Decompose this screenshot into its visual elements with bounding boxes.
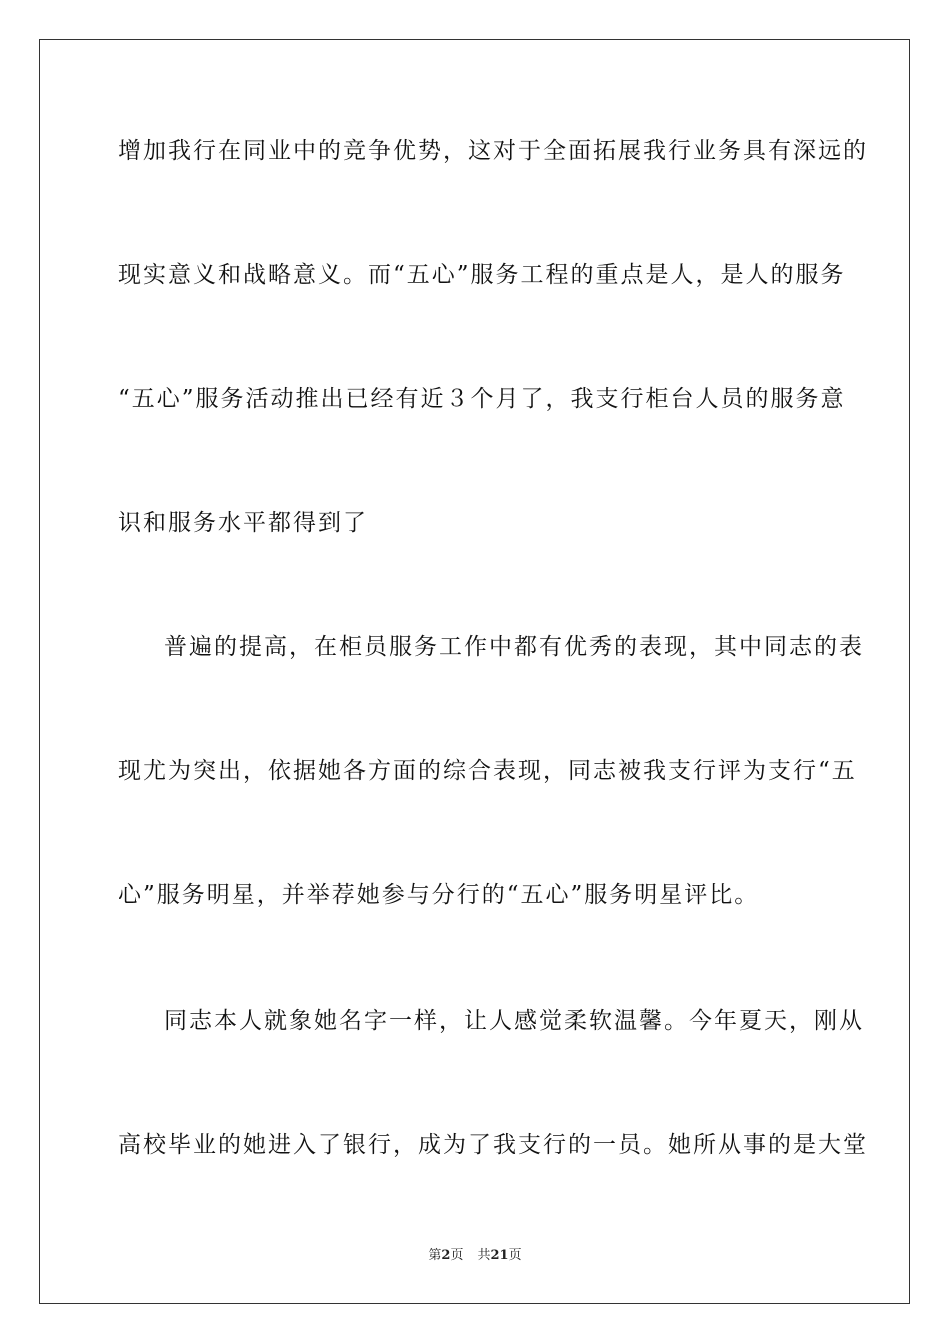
- body-text-line-1: 增加我行在同业中的竞争优势，这对于全面拓展我行业务具有深远的: [118, 138, 868, 164]
- body-text-line-5: 普遍的提高，在柜员服务工作中都有优秀的表现，其中同志的表: [164, 634, 864, 660]
- body-text-line-2: 现实意义和战略意义。而“五心”服务工程的重点是人，是人的服务: [118, 262, 846, 288]
- footer-total-suffix: 页: [508, 1248, 522, 1263]
- body-text-line-4: 识和服务水平都得到了: [118, 510, 368, 536]
- page-footer: [0, 1248, 950, 1264]
- footer-total-prefix: 共: [477, 1248, 491, 1263]
- body-text-line-8: 同志本人就象她名字一样，让人感觉柔软温馨。今年夏天，刚从: [164, 1008, 864, 1034]
- page-border: [39, 39, 910, 1304]
- body-text-line-6: 现尤为突出，依据她各方面的综合表现，同志被我支行评为支行“五: [118, 758, 857, 784]
- body-text-line-7: 心”服务明星，并举荐她参与分行的“五心”服务明星评比。: [118, 882, 760, 908]
- body-text-line-9: 高校毕业的她进入了银行，成为了我支行的一员。她所从事的是大堂: [118, 1132, 868, 1158]
- footer-page-suffix: 页: [450, 1248, 464, 1263]
- footer-page-total: 21: [490, 1248, 509, 1263]
- footer-page-current: 2: [441, 1248, 451, 1263]
- footer-page-prefix: 第: [428, 1248, 442, 1263]
- body-text-line-3: “五心”服务活动推出已经有近３个月了，我支行柜台人员的服务意: [118, 386, 846, 412]
